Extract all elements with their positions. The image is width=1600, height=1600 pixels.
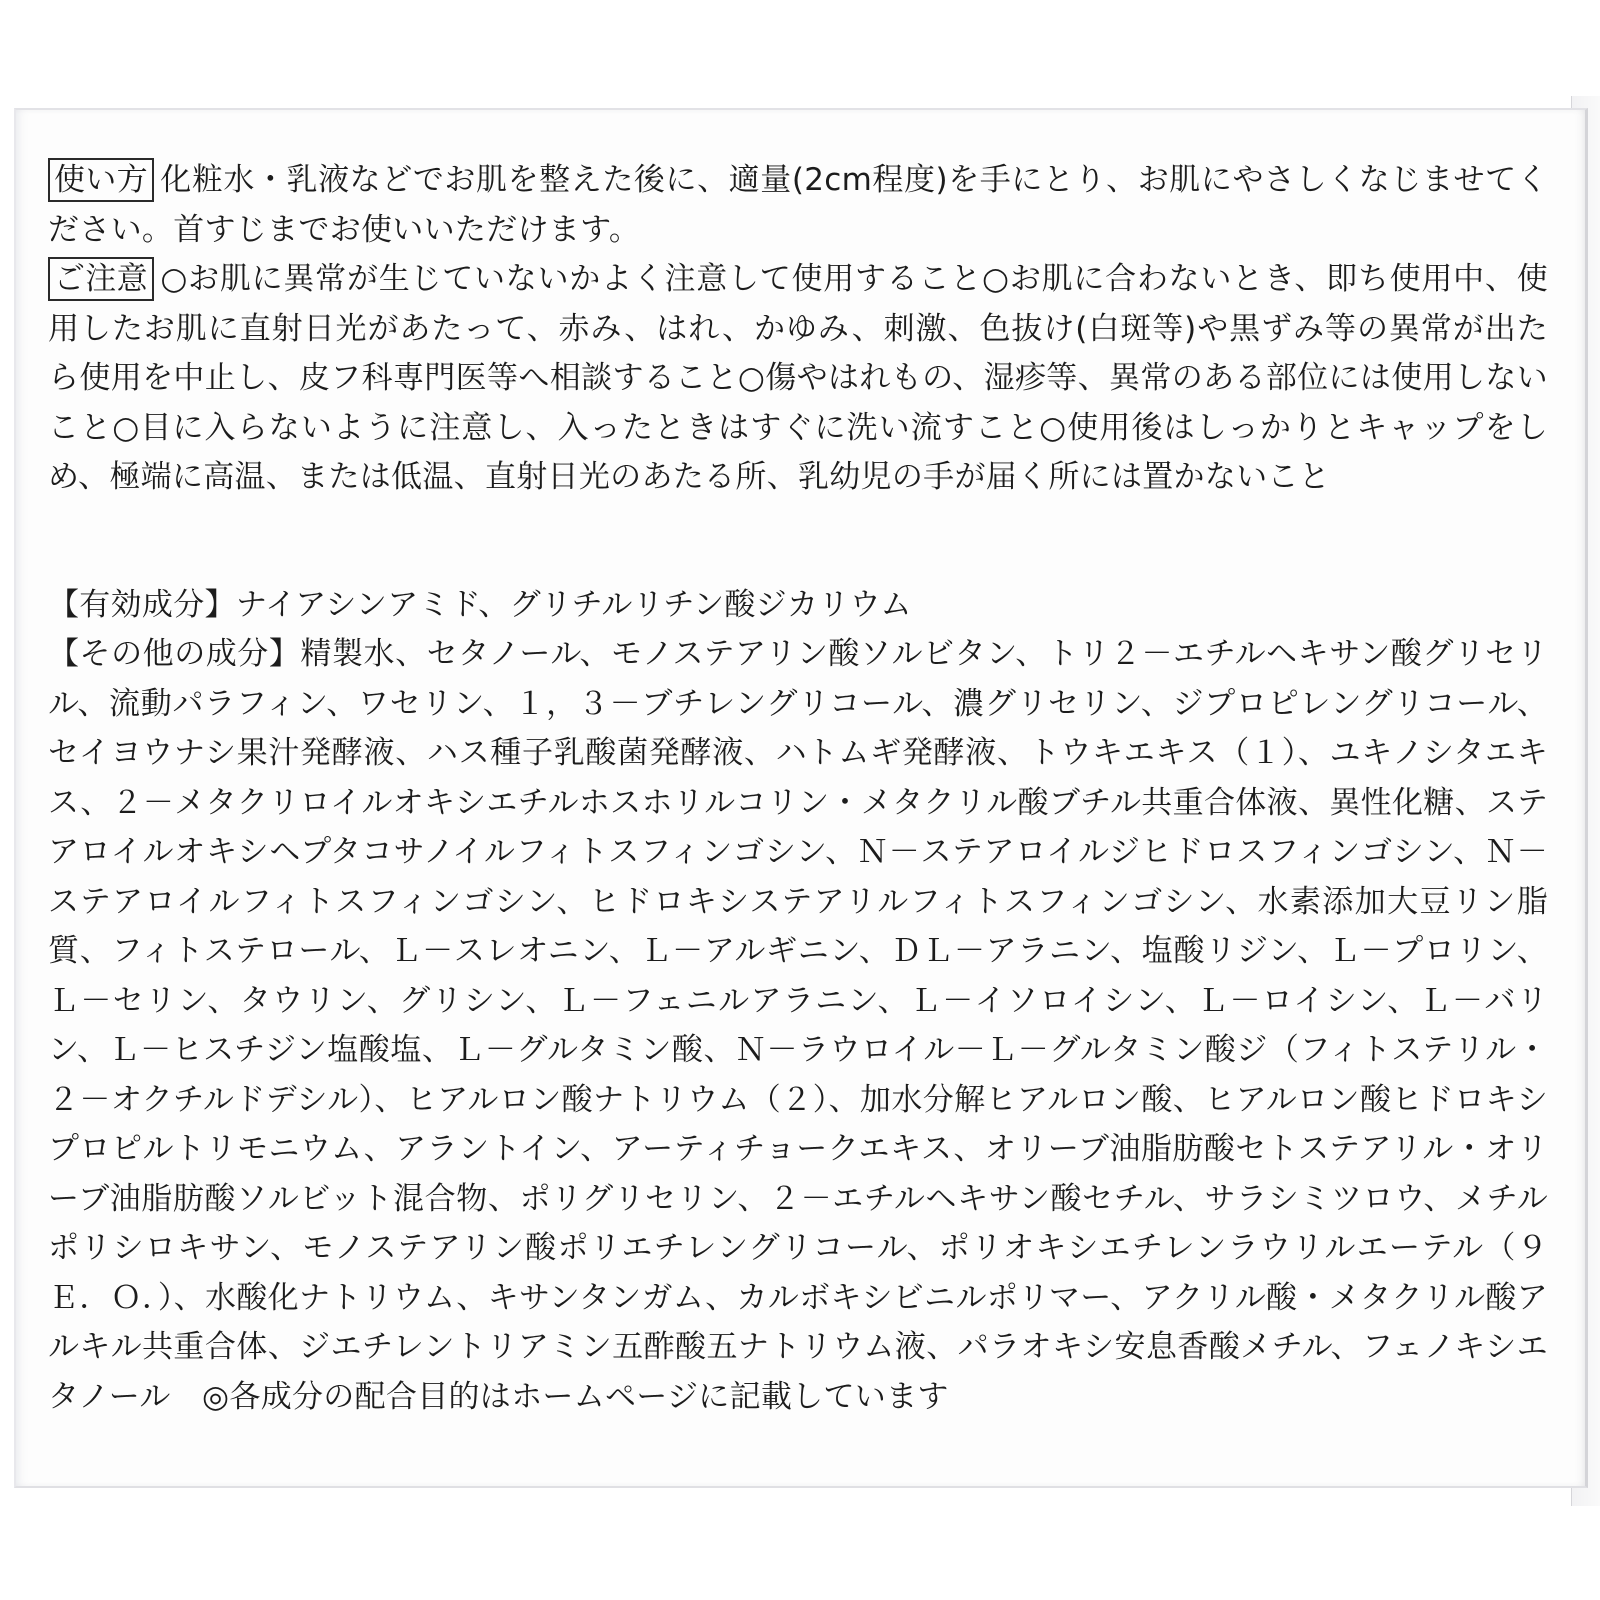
label-text (48, 156, 1548, 1422)
caution-text: ○お肌に異常が生じていないかよく注意して使用すること○お肌に合わないとき、即ち使用中、使用したお肌に直射日光があたって、赤み、はれ、かゆみ、刺激、色抜け(白斑等)や黒ずみ等の異常が出たら使用を中止し、皮フ科専門医等へ相談すること○傷やはれもの、湿疹等、異常のある部位には使用しないこと○目に入らないように注意し、入ったときはすぐに洗い流すこと○使用後はしっかりとキャップをしめ、極端に高温、または低温、直射日光のあたる所、乳幼児の手が届く所には置かないこと (48, 261, 1548, 495)
usage-heading: 使い方 (48, 158, 154, 202)
other-ingredients-label: 【その他の成分】 (48, 636, 301, 672)
caution-section (48, 255, 1548, 503)
footnote: ◎各成分の配合目的はホームページに記載しています (202, 1378, 949, 1415)
other-ingredients-section (48, 630, 1548, 1422)
usage-section (48, 156, 1548, 255)
active-ingredients-section (48, 581, 1548, 631)
active-ingredients-label: 【有効成分】 (48, 586, 236, 623)
usage-text: 化粧水・乳液などでお肌を整えた後に、適量(2cm程度)を手にとり、お肌にやさしくなじませてください。首すじまでお使いいただけます。 (48, 162, 1548, 248)
section-gap (48, 503, 1548, 581)
active-ingredients-text: ナイアシンアミド、グリチルリチン酸ジカリウム (235, 586, 912, 623)
other-ingredients-text: 精製水、セタノール、モノステアリン酸ソルビタン、トリ２－エチルヘキサン酸グリセリル、流動パラフィン、ワセリン、１，３－ブチレングリコール、濃グリセリン、ジプロピレングリコール、セイヨウナシ果汁発酵液、ハス種子乳酸菌発酵液、ハトムギ発酵液、トウキエキス（１）、ユキノシタエキス、２－メタクリロイルオキシエチルホスホリルコリン・メタクリル酸ブチル共重合体液、異性化糖、ステアロイルオキシヘプタコサノイルフィトスフィンゴシン、Ｎ－ステアロイルジヒドロスフィンゴシン、Ｎ－ステアロイルフィトスフィンゴシン、ヒドロキシステアリルフィトスフィンゴシン、水素添加大豆リン脂質、フィトステロール、Ｌ－スレオニン、Ｌ－アルギニン、ＤＬ－アラニン、塩酸リジン、Ｌ－プロリン、Ｌ－セリン、タウリン、グリシン、Ｌ－フェニルアラニン、Ｌ－イソロイシン、Ｌ－ロイシン、Ｌ－バリン、Ｌ－ヒスチジン塩酸塩、Ｌ－グルタミン酸、Ｎ－ラウロイル－Ｌ－グルタミン酸ジ（フィトステリル・２－オクチルドデシル）、ヒアルロン酸ナトリウム（２）、加水分解ヒアルロン酸、ヒアルロン酸ヒドロキシプロピルトリモニウム、アラントイン、アーティチョークエキス、オリーブ油脂肪酸セトステアリル・オリーブ油脂肪酸ソルビット混合物、ポリグリセリン、２－エチルヘキサン酸セチル、サラシミツロウ、メチルポリシロキサン、モノステアリン酸ポリエチレングリコール、ポリオキシエチレンラウリルエーテル（９Ｅ．Ｏ．）、水酸化ナトリウム、キサンタンガム、カルボキシビニルポリマー、アクリル酸・メタクリル酸アルキル共重合体、ジエチレントリアミン五酢酸五ナトリウム液、パラオキシ安息香酸メチル、フェノキシエタノール (48, 636, 1548, 1415)
caution-heading: ご注意 (48, 257, 154, 301)
